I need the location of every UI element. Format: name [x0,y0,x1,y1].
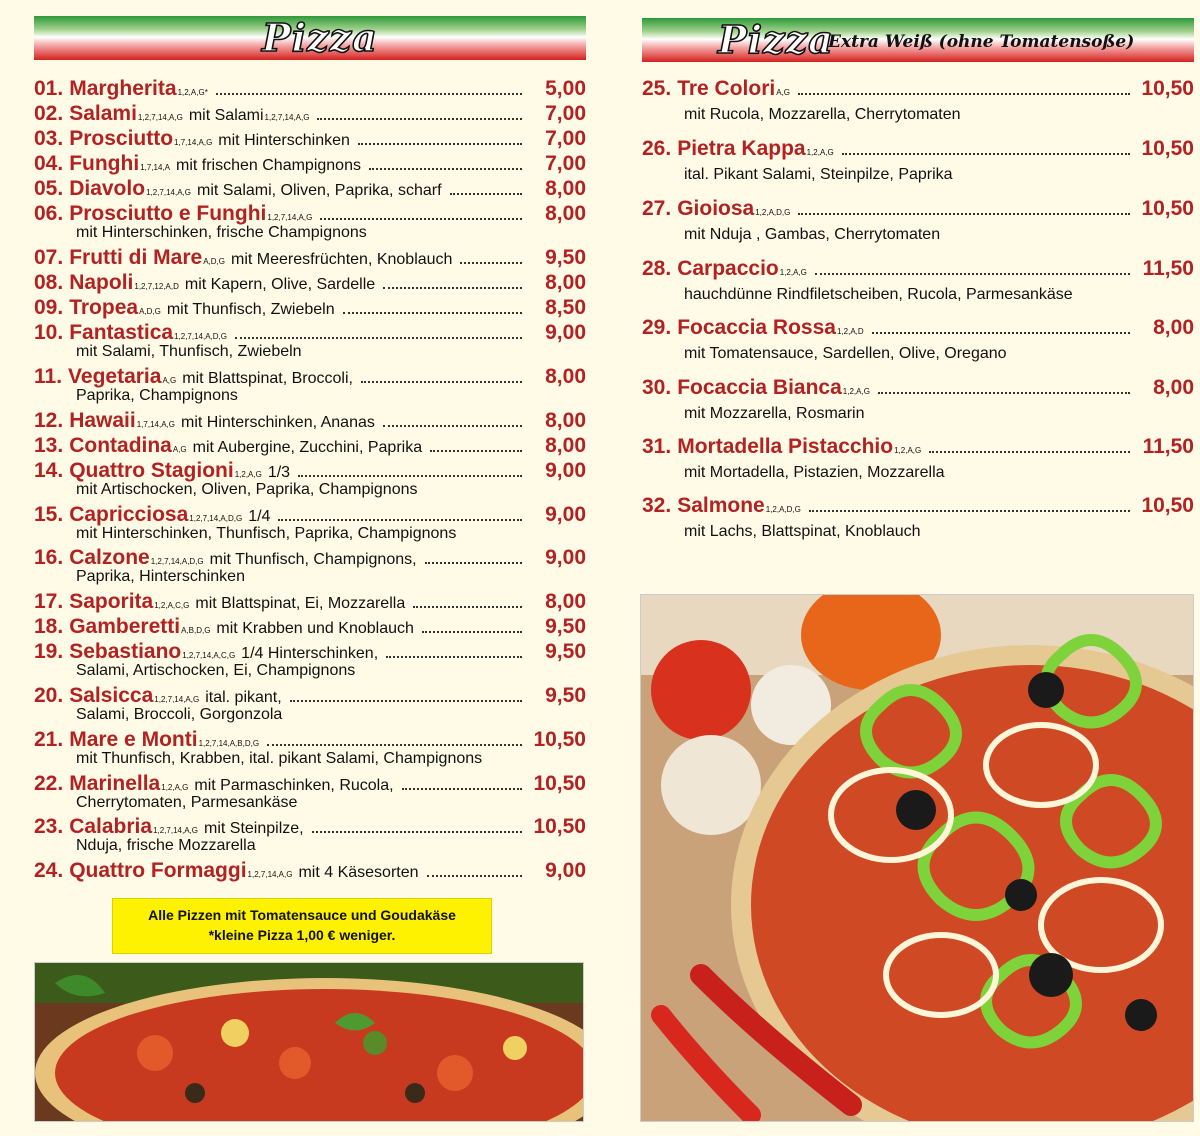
dot-leader [413,606,522,608]
item-allergens: 1,2,A,D,G [765,505,801,514]
item-price: 10,50 [1141,77,1194,100]
item-price: 9,00 [545,503,586,526]
item-description-line2: mit Artischocken, Oliven, Paprika, Champignons [76,481,418,498]
item-price: 8,00 [1153,376,1194,399]
item-name: Prosciutto e Funghi [69,202,267,225]
item-allergens: 1,2,7,14,A,D,G [189,514,243,523]
menu-item [34,545,586,587]
item-description: mit Kapern, Olive, Sardelle [184,276,376,293]
dot-leader [361,381,522,383]
item-allergens: 1,2,A,G [779,268,807,277]
item-description-line2: mit Thunfisch, Krabben, ital. pikant Salami, Champignons [76,750,483,767]
item-number: 01. [34,77,64,100]
item-price: 9,50 [545,246,586,269]
item-description: mit Salami, Oliven, Paprika, scharf [196,182,442,199]
item-number: 04. [34,152,64,175]
item-name: Focaccia Bianca [677,376,842,399]
item-description-line2: mit Hinterschinken, frische Champignons [76,224,367,241]
dot-leader [317,118,522,120]
item-number: 05. [34,177,64,200]
menu-item [34,176,586,201]
item-price: 8,00 [545,177,586,200]
item-price: 8,00 [545,409,586,432]
item-description: ital. pikant, [205,689,282,706]
item-name: Diavolo [69,177,146,200]
item-description-line2: mit Lachs, Blattspinat, Knoblauch [684,523,921,540]
menu-item [34,320,586,362]
item-allergens: 1,2,A,G [842,387,870,396]
item-number: 11. [34,365,63,388]
item-number: 29. [642,316,672,339]
menu-item [34,433,586,458]
item-name: Margherita [69,77,177,100]
item-name: Mortadella Pistacchio [677,435,894,458]
dot-leader [842,153,1130,155]
item-number: 08. [34,271,64,294]
menu-item [34,126,586,151]
item-name: Salsicca [69,684,154,707]
item-name: Tropea [69,296,139,319]
item-description: mit frischen Champignons [176,157,361,174]
item-allergens: 1,2,A,C,G [154,601,190,610]
item-description: mit Thunfisch, Zwiebeln [166,301,335,318]
item-description: mit Krabben und Knoblauch [216,620,414,637]
item-number: 23. [34,815,64,838]
menu-item [642,76,1194,125]
item-allergens: 1,2,A,D,G [755,208,791,217]
menu-item [34,151,586,176]
menu-item [642,136,1194,185]
item-name: Carpaccio [677,257,779,280]
item-price: 8,00 [545,271,586,294]
dot-leader [343,312,522,314]
item-allergens: 1,7,14,A,G [174,138,213,147]
item-name: Saporita [69,590,154,613]
item-description: mit Salami [188,107,264,124]
item-number: 06. [34,202,64,225]
item-description-line2: mit Nduja , Gambas, Cherrytomaten [684,226,941,243]
item-description-line2: mit Mozzarella, Rosmarin [684,405,865,422]
right-header-subtitle: Extra Weiß (ohne Tomatensoße) [828,32,1135,52]
item-price: 8,00 [1153,316,1194,339]
item-name: Fantastica [69,321,174,344]
item-number: 14. [34,459,64,482]
menu-item [34,858,586,883]
item-price: 8,00 [545,365,586,388]
menu-item [34,245,586,270]
menu-item [34,614,586,639]
dot-leader [815,273,1130,275]
item-name: Calzone [69,546,150,569]
item-allergens: 1,2,A,D [836,327,864,336]
menu-item [34,295,586,320]
item-allergens: A,B,D,G [181,626,211,635]
dot-leader [878,392,1130,394]
pizza-photo-large-image [641,595,1193,1121]
item-number: 12. [34,409,64,432]
item-price: 10,50 [533,728,586,751]
item-allergens: 1,2,7,14,A,G [154,695,200,704]
item-price: 7,00 [545,127,586,150]
item-price: 9,00 [545,859,586,882]
item-number: 32. [642,494,672,517]
item-allergens: 1,2,7,14,A,C,G [182,651,236,660]
menu-item [34,502,586,544]
menu-item [34,408,586,433]
dot-leader [425,562,522,564]
item-description: mit Meeresfrüchten, Knoblauch [231,251,453,268]
right-header-title: Pizza [718,17,834,62]
item-number: 26. [642,137,672,160]
item-description-line2: ital. Pikant Salami, Steinpilze, Paprika [684,166,953,183]
dot-leader [460,262,522,264]
menu-item [34,458,586,500]
item-description: mit Parmaschinken, Rucola, [194,777,394,794]
dot-leader [369,168,522,170]
left-header-title: Pizza [262,15,378,60]
item-allergens: 1,2,7,14,A,B,D,G [198,739,260,748]
dot-leader [267,744,522,746]
dot-leader [216,93,522,95]
menu-item [34,814,586,856]
item-description-line2: mit Rucola, Mozzarella, Cherrytomaten [684,106,961,123]
menu-item [34,364,586,406]
dot-leader [358,143,522,145]
item-allergens: 1,2,7,14,A,D,G [150,557,204,566]
item-description-line2: mit Mortadella, Pistazien, Mozzarella [684,464,945,481]
dot-leader [798,213,1130,215]
item-name: Vegetaria [68,365,162,388]
item-allergens: 1,2,7,14,A,G [137,113,183,122]
item-number: 15. [34,503,64,526]
item-description-line2: Salami, Broccoli, Gorgonzola [76,706,283,723]
item-allergens: 1,2,A,G [234,470,262,479]
item-description: mit Hinterschinken, Ananas [180,414,375,431]
menu-item [34,639,586,681]
item-number: 20. [34,684,64,707]
item-name: Tre Colori [677,77,776,100]
pizza-photo-large [640,594,1194,1122]
item-number: 25. [642,77,672,100]
item-name: Mare e Monti [69,728,198,751]
menu-item [34,727,586,769]
item-description: mit Blattspinat, Broccoli, [182,370,353,387]
menu-item [642,493,1194,542]
item-description: mit Blattspinat, Ei, Mozzarella [195,595,406,612]
item-number: 28. [642,257,672,280]
menu-item [642,315,1194,364]
menu-item [34,270,586,295]
item-price: 5,00 [545,77,586,100]
menu-item [34,201,586,243]
item-description-line2: Paprika, Champignons [76,387,238,404]
dot-leader [872,332,1130,334]
item-price: 10,50 [1141,137,1194,160]
dot-leader [450,193,522,195]
item-description: mit Hinterschinken [218,132,350,149]
item-allergens: A,D,G [203,257,225,266]
item-description: mit Thunfisch, Champignons, [209,551,417,568]
item-number: 27. [642,197,672,220]
note-line-1: Alle Pizzen mit Tomatensauce und Goudakäse [148,907,456,923]
pizza-photo-small-image [35,963,583,1121]
menu-item [34,683,586,725]
item-price: 9,00 [545,459,586,482]
item-allergens: A,G [162,376,177,385]
item-name: Salmone [677,494,765,517]
item-allergens: 1,2,A,G* [177,88,208,97]
dot-leader [290,700,522,702]
item-description: mit Aubergine, Zucchini, Paprika [192,439,423,456]
item-price: 9,50 [545,615,586,638]
item-number: 24. [34,859,64,882]
item-number: 03. [34,127,64,150]
item-number: 07. [34,246,64,269]
dot-leader [430,450,522,452]
item-allergens: 1,2,7,14,A,G [267,213,313,222]
item-price: 7,00 [545,152,586,175]
item-name: Pietra Kappa [677,137,806,160]
item-price: 8,00 [545,590,586,613]
dot-leader [383,287,522,289]
item-description: 1/4 Hinterschinken, [241,645,379,662]
item-description-line2: mit Salami, Thunfisch, Zwiebeln [76,343,302,360]
item-number: 09. [34,296,64,319]
item-name: Gioiosa [677,197,755,220]
dot-leader [386,656,522,658]
item-allergens: 1,2,7,14,A,G [146,188,191,197]
item-price: 8,50 [545,296,586,319]
item-allergens: 1,2,A,G [161,783,189,792]
item-name: Gamberetti [69,615,181,638]
item-description-line2: Nduja, frische Mozzarella [76,837,256,854]
menu-item [34,771,586,813]
item-price: 9,50 [545,684,586,707]
item-number: 02. [34,102,64,125]
item-price: 11,50 [1142,257,1194,280]
dot-leader [809,510,1130,512]
item-number: 13. [34,434,64,457]
dot-leader [298,475,522,477]
dot-leader [383,425,522,427]
item-name: Sebastiano [69,640,182,663]
item-description: 1/4 [248,508,271,525]
dot-leader [320,218,522,220]
note-line-2: *kleine Pizza 1,00 € weniger. [208,927,396,943]
item-allergens: 1,2,A,G [806,148,834,157]
item-description: mit 4 Käsesorten [298,864,419,881]
item-allergens: 1,2,7,14,A,D,G [174,332,227,341]
item-description-line2: Salami, Artischocken, Ei, Champignons [76,662,356,679]
item-name: Contadina [69,434,172,457]
item-allergens: A,G [776,88,791,97]
item-name: Salami [69,102,137,125]
item-name: Frutti di Mare [69,246,203,269]
item-allergens: 1,7,14,A,G [136,420,175,429]
item-name: Calabria [69,815,153,838]
item-name: Capricciosa [69,503,189,526]
item-name: Prosciutto [69,127,174,150]
item-description-line2: Paprika, Hinterschinken [76,568,245,585]
item-price: 9,00 [545,321,586,344]
item-price: 10,50 [1141,494,1194,517]
item-description-line2: hauchdünne Rindfiletscheiben, Rucola, Parmesankäse [684,286,1073,303]
item-description-allergens: 1,2,7,14,A,G [264,113,310,122]
item-number: 16. [34,546,64,569]
item-number: 22. [34,772,64,795]
item-name: Focaccia Rossa [677,316,836,339]
dot-leader [798,93,1130,95]
menu-item [34,101,586,126]
item-price: 9,00 [545,546,586,569]
item-allergens: 1,2,A,G [894,446,922,455]
item-allergens: 1,2,7,14,A,G [153,826,198,835]
item-allergens: A,G [172,445,187,454]
dot-leader [312,831,522,833]
item-description-line2: mit Hinterschinken, Thunfisch, Paprika, Champignons [76,525,457,542]
item-name: Quattro Stagioni [69,459,234,482]
item-name: Funghi [69,152,140,175]
item-allergens: A,D,G [139,307,161,316]
menu-item [34,589,586,614]
item-description: 1/3 [267,464,291,481]
item-description: mit Steinpilze, [204,820,304,837]
item-description-line2: Cherrytomaten, Parmesankäse [76,794,298,811]
item-number: 21. [34,728,64,751]
item-number: 19. [34,640,64,663]
menu-item [642,434,1194,483]
item-number: 17. [34,590,64,613]
dot-leader [235,337,522,339]
menu-item [642,196,1194,245]
item-allergens: 1,2,7,12,A,D [134,282,179,291]
item-allergens: 1,7,14,A [140,163,170,172]
item-price: 10,50 [533,815,586,838]
item-price: 11,50 [1142,435,1194,458]
item-name: Hawaii [69,409,136,432]
info-note [112,898,492,954]
item-price: 10,50 [1141,197,1194,220]
item-price: 7,00 [545,102,586,125]
dot-leader [422,631,522,633]
dot-leader [929,451,1130,453]
menu-item [34,76,586,101]
item-price: 8,00 [545,202,586,225]
dot-leader [278,519,522,521]
item-allergens: 1,2,7,14,A,G [247,870,293,879]
pizza-photo-small [34,962,584,1122]
item-name: Quattro Formaggi [69,859,247,882]
item-description-line2: mit Tomatensauce, Sardellen, Olive, Oregano [684,345,1007,362]
item-number: 18. [34,615,64,638]
item-price: 9,50 [545,640,586,663]
menu-item [642,256,1194,305]
dot-leader [402,788,522,790]
item-number: 30. [642,376,672,399]
item-name: Napoli [69,271,134,294]
item-number: 31. [642,435,672,458]
item-name: Marinella [69,772,161,795]
dot-leader [427,875,522,877]
item-number: 10. [34,321,64,344]
menu-item [642,375,1194,424]
item-price: 10,50 [533,772,586,795]
item-price: 8,00 [545,434,586,457]
